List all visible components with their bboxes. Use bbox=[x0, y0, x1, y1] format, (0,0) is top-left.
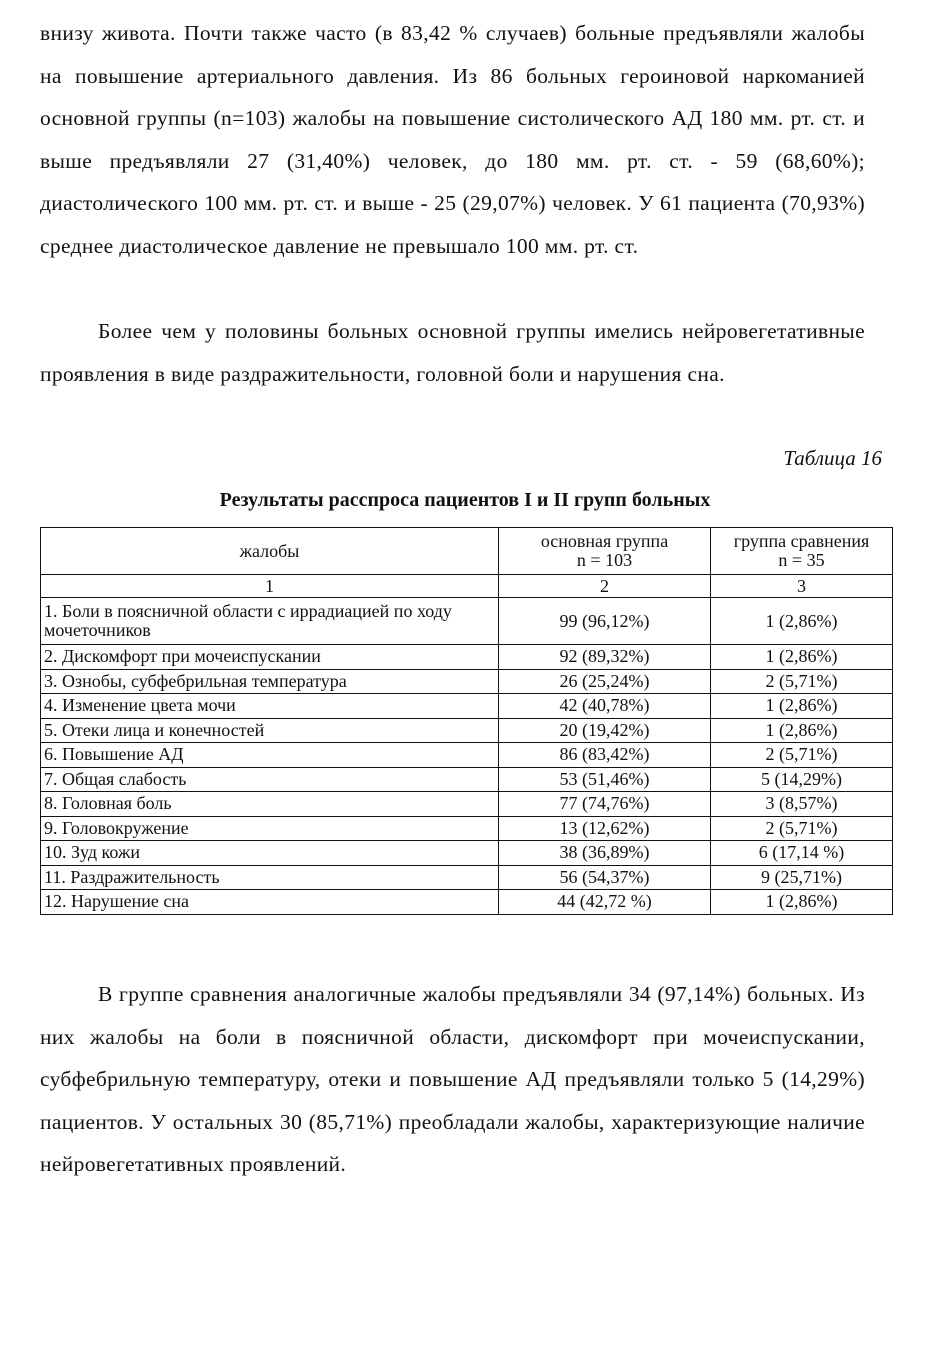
paragraph-blood-pressure: внизу живота. Почти также часто (в 83,42 % случаев) больные предъявляли жалобы на повышение артериального давления. Из 86 больных героиновой наркоманией основной группы (n=103) жалобы на повышение систолического АД 180 мм. рт. ст. и выше предъявляли 27 (31,40%) человек, до 180 мм. рт. ст. - 59 (68,60%); диастолического 100 мм. рт. ст. и выше - 25 (29,07%) человек. У 61 пациента (70,93%) среднее диастолическое давление не превышало 100 мм. рт. ст. bbox=[40, 21, 865, 258]
complaint-cell: 7. Общая слабость bbox=[41, 767, 499, 792]
main-group-cell: 38 (36,89%) bbox=[499, 841, 711, 866]
main-group-cell: 42 (40,78%) bbox=[499, 694, 711, 719]
complaint-cell: 6. Повышение АД bbox=[41, 743, 499, 768]
header-complaints: жалобы bbox=[41, 528, 499, 575]
complaint-cell: 2. Дискомфорт при мочеиспускании bbox=[41, 645, 499, 670]
main-group-cell: 44 (42,72 %) bbox=[499, 890, 711, 915]
column-number: 1 bbox=[41, 575, 499, 598]
table-title: Результаты расспроса пациентов I и II групп больных bbox=[219, 489, 711, 511]
table-row bbox=[41, 694, 893, 719]
complaint-cell: 1. Боли в поясничной области с иррадиацией по ходу мочеточников bbox=[41, 598, 499, 645]
table-row bbox=[41, 669, 893, 694]
comparison-group-cell: 1 (2,86%) bbox=[711, 718, 893, 743]
header-comparison-group-n: n = 35 bbox=[778, 550, 825, 570]
table-row bbox=[41, 792, 893, 817]
main-group-cell: 92 (89,32%) bbox=[499, 645, 711, 670]
comparison-group-cell: 1 (2,86%) bbox=[711, 645, 893, 670]
main-group-cell: 13 (12,62%) bbox=[499, 816, 711, 841]
main-group-cell: 26 (25,24%) bbox=[499, 669, 711, 694]
complaint-cell: 8. Головная боль bbox=[41, 792, 499, 817]
complaint-cell: 9. Головокружение bbox=[41, 816, 499, 841]
complaint-cell: 12. Нарушение сна bbox=[41, 890, 499, 915]
complaint-cell: 10. Зуд кожи bbox=[41, 841, 499, 866]
column-number: 2 bbox=[499, 575, 711, 598]
comparison-group-cell: 2 (5,71%) bbox=[711, 816, 893, 841]
header-main-group bbox=[499, 528, 711, 575]
table-row bbox=[41, 767, 893, 792]
table-row bbox=[41, 865, 893, 890]
table-row bbox=[41, 890, 893, 915]
complaint-cell: 5. Отеки лица и конечностей bbox=[41, 718, 499, 743]
header-main-group-label: основная группа bbox=[540, 531, 669, 551]
header-comparison-group bbox=[711, 528, 893, 575]
table-row bbox=[41, 841, 893, 866]
table-number: Таблица 16 bbox=[783, 446, 882, 470]
table-header-row bbox=[41, 528, 893, 575]
main-group-cell: 53 (51,46%) bbox=[499, 767, 711, 792]
paragraph-neurovegetative: Более чем у половины больных основной группы имелись нейровегетативные проявления в виде раздражительности, головной боли и нарушения сна. bbox=[40, 319, 865, 386]
comparison-group-cell: 6 (17,14 %) bbox=[711, 841, 893, 866]
column-number: 3 bbox=[711, 575, 893, 598]
column-number-row bbox=[41, 575, 893, 598]
comparison-group-cell: 3 (8,57%) bbox=[711, 792, 893, 817]
table-row bbox=[41, 718, 893, 743]
complaint-cell: 3. Ознобы, субфебрильная температура bbox=[41, 669, 499, 694]
comparison-group-cell: 5 (14,29%) bbox=[711, 767, 893, 792]
comparison-group-cell: 1 (2,86%) bbox=[711, 694, 893, 719]
complaint-cell: 4. Изменение цвета мочи bbox=[41, 694, 499, 719]
comparison-group-cell: 1 (2,86%) bbox=[711, 890, 893, 915]
comparison-group-cell: 9 (25,71%) bbox=[711, 865, 893, 890]
table-row bbox=[41, 598, 893, 645]
table-row bbox=[41, 816, 893, 841]
survey-results-table bbox=[40, 527, 893, 915]
paragraph-comparison-group: В группе сравнения аналогичные жалобы предъявляли 34 (97,14%) больных. Из них жалобы на боли в поясничной области, дискомфорт при мочеиспускании, субфебрильную температуру, отеки и повышение АД предъявляли только 5 (14,29%) пациентов. У остальных 30 (85,71%) преобладали жалобы, характеризующие наличие нейровегетативных проявлений. bbox=[40, 982, 865, 1176]
table-row bbox=[41, 645, 893, 670]
comparison-group-cell: 1 (2,86%) bbox=[711, 598, 893, 645]
header-comparison-group-label: группа сравнения bbox=[733, 531, 870, 551]
main-group-cell: 77 (74,76%) bbox=[499, 792, 711, 817]
main-group-cell: 86 (83,42%) bbox=[499, 743, 711, 768]
comparison-group-cell: 2 (5,71%) bbox=[711, 669, 893, 694]
main-group-cell: 20 (19,42%) bbox=[499, 718, 711, 743]
main-group-cell: 56 (54,37%) bbox=[499, 865, 711, 890]
header-main-group-n: n = 103 bbox=[576, 550, 633, 570]
table-row bbox=[41, 743, 893, 768]
comparison-group-cell: 2 (5,71%) bbox=[711, 743, 893, 768]
complaint-cell: 11. Раздражительность bbox=[41, 865, 499, 890]
main-group-cell: 99 (96,12%) bbox=[499, 598, 711, 645]
